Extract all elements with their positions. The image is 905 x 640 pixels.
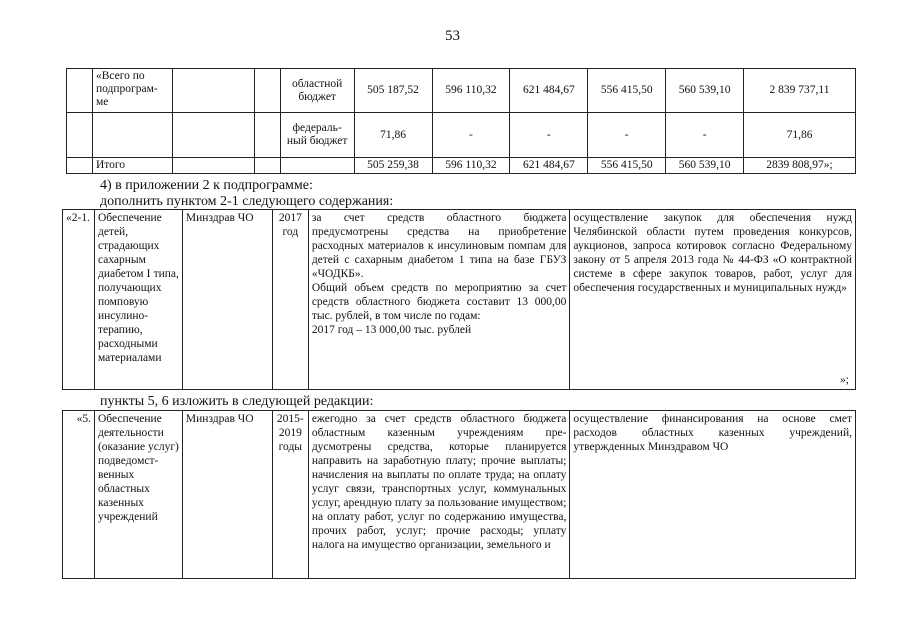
table-row [63, 411, 856, 579]
value-cell: - [510, 113, 588, 158]
item-number: «5. [63, 411, 95, 579]
table-cell [172, 158, 254, 174]
value-cell: - [432, 113, 510, 158]
funding-source: федераль-ный бюджет [280, 113, 354, 158]
item-name: Обеспечение деятельности (оказание услуг) подведомст-венных областных казенных учреждений [94, 411, 182, 579]
table-cell [67, 158, 93, 174]
value-cell: 621 484,67 [510, 158, 588, 174]
item-mechanism: осуществление закупок для обеспечения нужд Челябинской области путем проведения конкурсов, аукционов, запроса котировок согласно Федеральному закону от 5 апреля 2013 года № 44-ФЗ «О контрактной системе в сфере закупок товаров, работ, услуг для обеспечения государственных и муниципальных нужд» [573, 212, 852, 294]
item-number: «2-1. [63, 210, 95, 390]
description-paragraph: за счет средств областного бюджета предусмотрены средства на приобретение расходных материалов к инсулиновым помпам для детей с сахарным диабетом 1 типа на базе ГБУЗ «ЧОДКБ». [311, 212, 567, 280]
item-executor: Минздрав ЧО [182, 411, 272, 579]
description-paragraph: Общий объем средств по мероприятию за счет средств областного бюджета составит 13 000,00 тыс. рублей, в том числе по годам: [311, 282, 567, 322]
value-cell: 71,86 [354, 113, 432, 158]
row-label: «Всего по подпрограм-ме [92, 69, 172, 113]
program-item-table [62, 410, 856, 579]
item-period: 2015-2019 годы [272, 411, 308, 579]
value-cell: 596 110,32 [432, 158, 510, 174]
value-cell: 2839 808,97»; [744, 158, 856, 174]
value-cell: - [588, 113, 666, 158]
value-cell: 556 415,50 [588, 158, 666, 174]
funding-source [280, 158, 354, 174]
item-executor: Минздрав ЧО [182, 210, 272, 390]
item-description [308, 210, 570, 390]
item-period: 2017 год [272, 210, 308, 390]
value-cell: 2 839 737,11 [744, 69, 856, 113]
value-cell: 596 110,32 [432, 69, 510, 113]
value-cell: 621 484,67 [510, 69, 588, 113]
value-cell: 560 539,10 [666, 69, 744, 113]
budget-table [66, 68, 856, 174]
table-row [67, 158, 856, 174]
value-cell: 505 259,38 [354, 158, 432, 174]
value-cell: 505 187,52 [354, 69, 432, 113]
table-cell [254, 113, 280, 158]
amendment-line: пункты 5, 6 изложить в следующей редакции: [100, 394, 374, 409]
row-label [92, 113, 172, 158]
funding-source: областной бюджет [280, 69, 354, 113]
amendment-line: 4) в приложении 2 к подпрограмме: [100, 178, 313, 193]
value-cell: - [666, 113, 744, 158]
table-cell [172, 113, 254, 158]
program-item-table [62, 209, 856, 390]
item-description: ежегодно за счет средств областного бюджета областным казенным учреждениям пре-дусмотрены средства, которые планируется направить на заработную плату; прочие выплаты; начисления на выплаты по оплате труда; на оплату услуг связи, транспортных услуг, коммунальных услуг, арендную плату за пользование имуществом; на оплату работ, услуг по содержанию имущества, прочих работ, услуг; прочие расходы; уплату налога на имущество организации, земельного и [308, 411, 570, 579]
item-mechanism-cell [570, 210, 856, 390]
table-cell [172, 69, 254, 113]
table-cell [67, 69, 93, 113]
amendment-line: дополнить пунктом 2-1 следующего содержания: [100, 194, 394, 209]
page-number: 53 [445, 28, 460, 44]
table-row [67, 69, 856, 113]
table-cell [67, 113, 93, 158]
table-row [63, 210, 856, 390]
item-name: Обеспечение детей, страдающих сахарным диабетом I типа, получающих помповую инсулино-терапию, расходными материалами [94, 210, 182, 390]
value-cell: 560 539,10 [666, 158, 744, 174]
value-cell: 71,86 [744, 113, 856, 158]
value-cell: 556 415,50 [588, 69, 666, 113]
item-mechanism: осуществление финансирования на основе смет расходов областных казенных учреждений, утвержденных Минздравом ЧО [570, 411, 856, 579]
table-row [67, 113, 856, 158]
description-paragraph: 2017 год – 13 000,00 тыс. рублей [311, 324, 472, 336]
closing-quote: »; [840, 374, 849, 386]
table-cell [254, 158, 280, 174]
row-label: Итого [92, 158, 172, 174]
table-cell [254, 69, 280, 113]
